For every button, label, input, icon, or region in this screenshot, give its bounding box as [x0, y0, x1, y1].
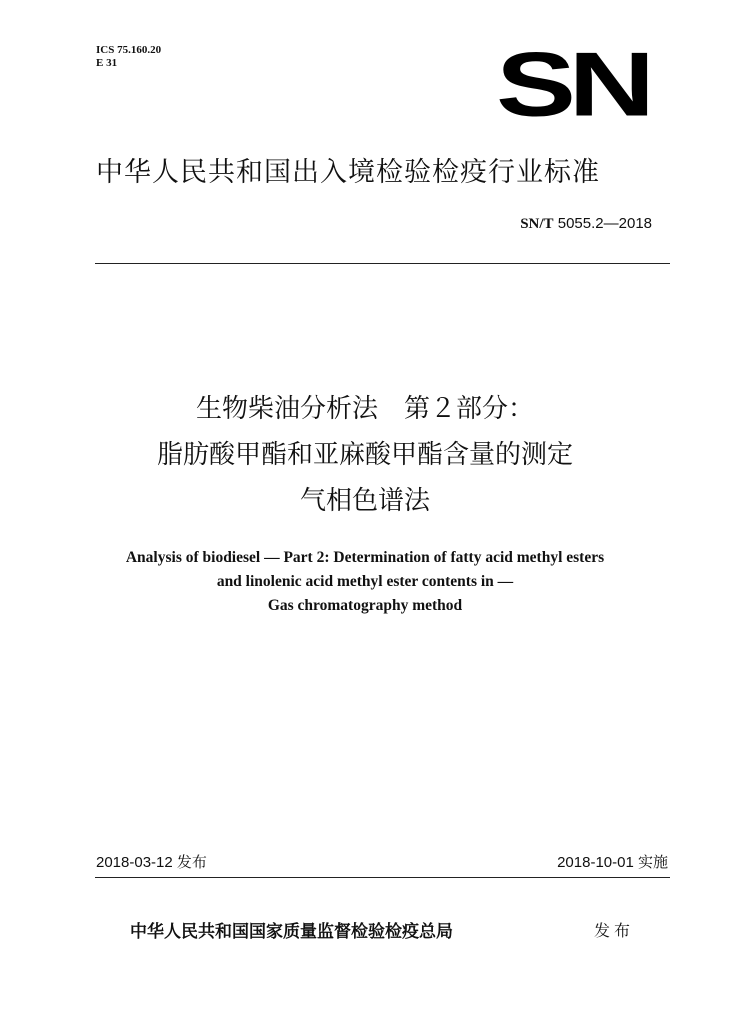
footer-divider: [95, 877, 670, 878]
en-title-line3: Gas chromatography method: [267, 597, 463, 614]
header-divider: [95, 263, 670, 264]
implement-date: 2018-10-01 实施: [557, 854, 668, 871]
standard-code: 5055.2—2018: [557, 215, 652, 232]
cn-title-line1: 生物柴油分析法 第２部分：: [195, 394, 534, 424]
sn-logo: SN: [496, 33, 648, 136]
cn-title-line3: 气相色谱法: [299, 486, 430, 516]
standard-prefix: SN/T: [520, 216, 554, 232]
ics-code: ICS 75.160.20: [96, 44, 162, 56]
standard-number: [520, 215, 652, 233]
publish-date: 2018-03-12 发布: [96, 854, 207, 871]
classification-codes: [96, 44, 161, 70]
en-title-line1: Analysis of biodiesel — Part 2: Determination of fatty acid methyl esters: [125, 549, 605, 566]
issuing-authority: 中华人民共和国国家质量监督检验检疫总局: [130, 922, 453, 942]
issue-label: 发布: [594, 921, 635, 940]
ccs-code: E 31: [96, 57, 118, 69]
org-title: 中华人民共和国出入境检验检疫行业标准: [96, 157, 600, 188]
cn-title-line2: 脂肪酸甲酯和亚麻酸甲酯含量的测定: [156, 440, 573, 470]
en-title-line2: and linolenic acid methyl ester contents in —: [216, 573, 514, 590]
